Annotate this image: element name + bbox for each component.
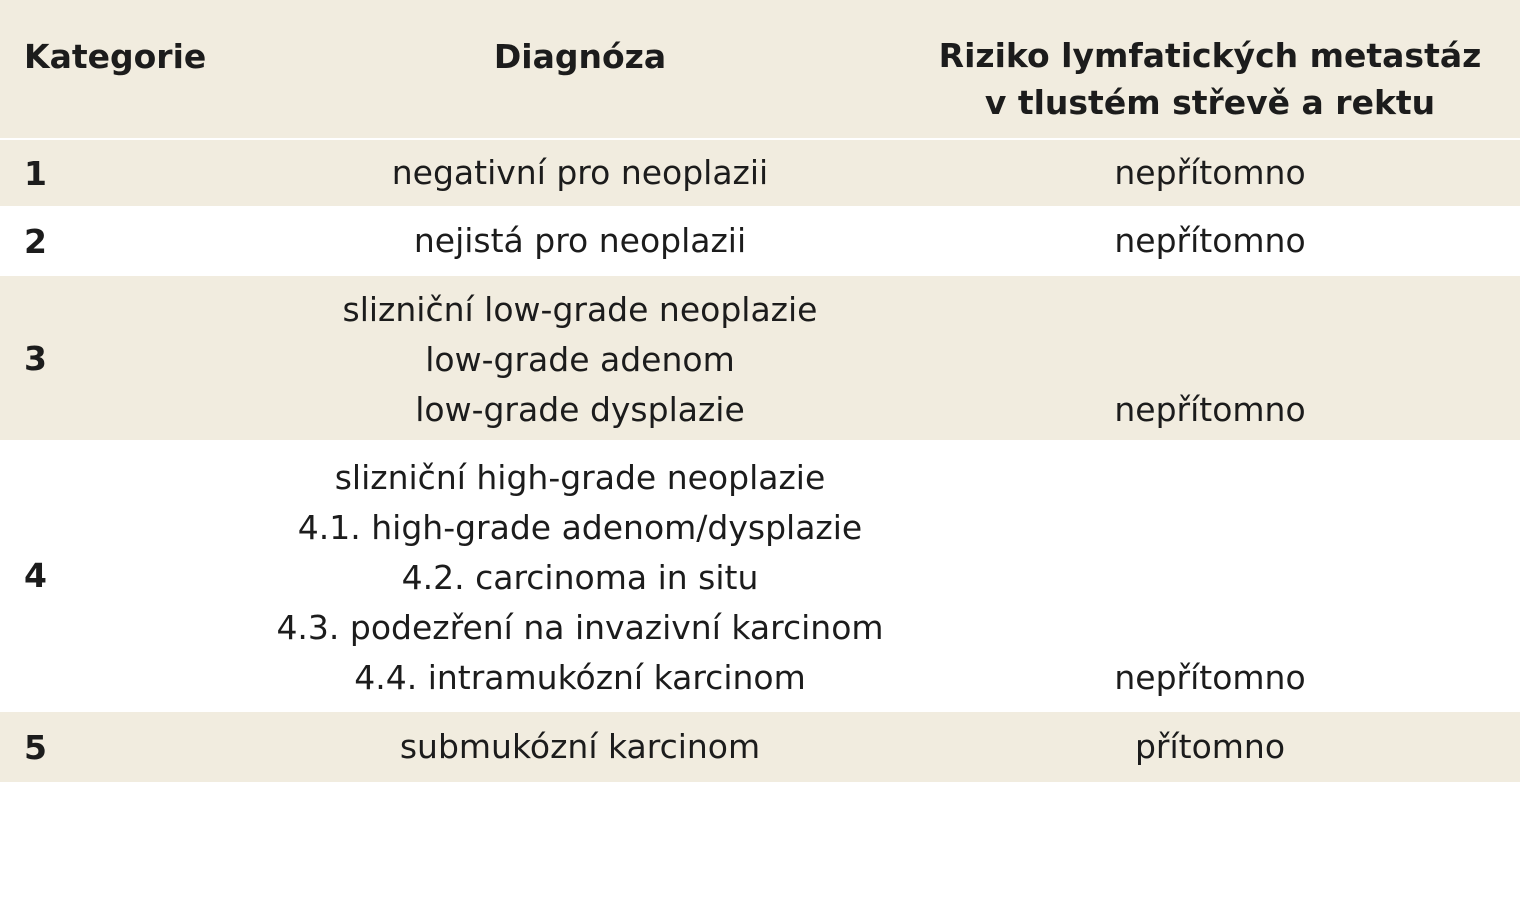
category-value: 1 [24, 153, 47, 193]
category-value: 2 [24, 221, 47, 261]
diagnosis-line: nejistá pro neoplazii [413, 221, 747, 260]
diagnosis-line: 4.2. carcinoma in situ [401, 558, 759, 597]
diagnosis-line: 4.1. high-grade adenom/dysplazie [297, 508, 863, 547]
diagnosis-line: 4.3. podezření na invazivní karcinom [276, 608, 884, 647]
diagnosis-line: negativní pro neoplazii [391, 153, 769, 192]
header-kategorie [24, 0, 207, 138]
risk-value: přítomno [1134, 727, 1286, 766]
risk-value: nepřítomno [1114, 658, 1306, 697]
table-row [0, 206, 1520, 276]
row-category [24, 140, 164, 206]
row-diagnosis [230, 206, 930, 286]
risk-value: nepřítomno [1114, 390, 1306, 429]
diagnosis-line: low-grade adenom [425, 340, 735, 379]
row-risk [900, 206, 1520, 286]
row-category [24, 712, 164, 782]
category-value: 3 [24, 338, 47, 378]
header-diagnoza-text: Diagnóza [493, 37, 667, 76]
diagnosis-line: slizniční low-grade neoplazie [342, 290, 818, 329]
diagnosis-line: slizniční high-grade neoplazie [334, 458, 826, 497]
row-diagnosis [230, 440, 930, 723]
row-risk [900, 712, 1520, 792]
table-header [0, 0, 1520, 138]
category-value: 4 [24, 555, 47, 595]
risk-value: nepřítomno [1114, 153, 1306, 192]
table-row [0, 276, 1520, 440]
row-category [24, 440, 164, 710]
category-value: 5 [24, 727, 47, 767]
risk-value: nepřítomno [1114, 221, 1306, 260]
row-risk [900, 440, 1520, 923]
row-category [24, 276, 164, 440]
diagnosis-line: low-grade dysplazie [415, 390, 745, 429]
diagnosis-line: 4.4. intramukózní karcinom [354, 658, 806, 697]
table-row [0, 140, 1520, 206]
row-category [24, 206, 164, 276]
row-risk [900, 140, 1520, 214]
header-riziko-line2: v tlustém střevě a rektu [984, 83, 1436, 122]
row-diagnosis [230, 140, 930, 214]
row-diagnosis [230, 712, 930, 792]
diagnosis-line: submukózní karcinom [399, 727, 761, 766]
table-row [0, 712, 1520, 782]
header-diagnoza [230, 0, 930, 138]
table-row [0, 440, 1520, 710]
header-riziko-line1: Riziko lymfatických metastáz [938, 36, 1482, 75]
row-diagnosis [230, 276, 930, 449]
header-kategorie-text: Kategorie [24, 37, 207, 76]
